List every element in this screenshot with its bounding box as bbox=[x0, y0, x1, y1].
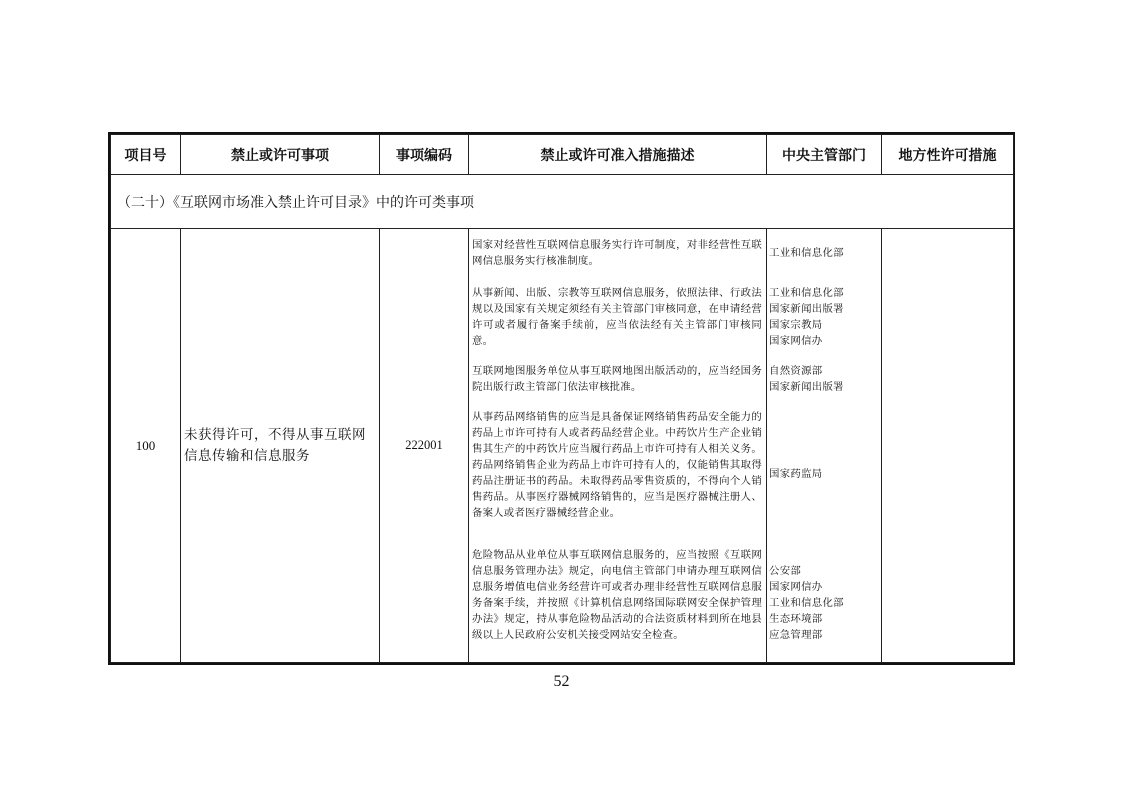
header-item-name: 禁止或许可事项 bbox=[181, 135, 380, 175]
section-row bbox=[111, 175, 1014, 229]
section-title: （二十）《互联网市场准入禁止许可目录》中的许可类事项 bbox=[111, 175, 1014, 229]
department-group bbox=[769, 245, 879, 261]
permit-table bbox=[108, 132, 1015, 665]
table-row bbox=[111, 229, 1014, 663]
department-name: 国家新闻出版署 bbox=[769, 303, 844, 315]
department-name: 工业和信息化部 bbox=[769, 287, 844, 299]
department-group bbox=[769, 563, 879, 643]
department-name: 国家药监局 bbox=[769, 468, 823, 480]
item-number: 100 bbox=[111, 229, 181, 663]
department-name: 公安部 bbox=[769, 565, 802, 577]
measure-description: 从事药品网络销售的应当是具备保证网络销售药品安全能力的药品上市许可持有人或者药品经营企业。中药饮片生产企业销售其生产的中药饮片应当履行药品上市许可持有人相关义务。药品网络销售企业为药品上市许可持有人的，仅能销售其取得药品注册证书的药品。未取得药品零售资质的，不得向个人销售药品。从事医疗器械网络销售的，应当是医疗器械注册人、备案人或者医疗器械经营企业。 bbox=[472, 411, 762, 519]
header-item-number: 项目号 bbox=[111, 135, 181, 175]
department-name: 工业和信息化部 bbox=[769, 597, 844, 609]
header-measure-description: 禁止或许可准入措施描述 bbox=[469, 135, 767, 175]
header-local-measures: 地方性许可措施 bbox=[882, 135, 1014, 175]
page-number: 52 bbox=[553, 673, 570, 690]
measure-description: 从事新闻、出版、宗教等互联网信息服务，依照法律、行政法规以及国家有关规定须经有关主管部门审核同意，在申请经营许可或者履行备案手续前，应当依法经有关主管部门审核同意。 bbox=[472, 287, 762, 347]
header-item-code: 事项编码 bbox=[380, 135, 469, 175]
local-measures-cell bbox=[882, 229, 1014, 663]
department-name: 国家网信办 bbox=[769, 581, 823, 593]
department-name: 国家宗教局 bbox=[769, 319, 823, 331]
department-name: 生态环境部 bbox=[769, 613, 823, 625]
measure-description: 危险物品从业单位从事互联网信息服务的，应当按照《互联网信息服务管理办法》规定，向电信主管部门申请办理互联网信息服务增值电信业务经营许可或者办理非经营性互联网信息服务备案手续，并按照《计算机信息网络国际联网安全保护管理办法》规定，持从事危险物品活动的合法资质材料到所在地县级以上人民政府公安机关接受网站安全检查。 bbox=[472, 549, 762, 641]
department-name: 国家新闻出版署 bbox=[769, 381, 844, 393]
department-name: 应急管理部 bbox=[769, 629, 823, 641]
department-group bbox=[769, 285, 879, 349]
department-group bbox=[769, 363, 879, 395]
department-group bbox=[769, 466, 879, 482]
department-name: 工业和信息化部 bbox=[769, 247, 844, 259]
department-name: 自然资源部 bbox=[769, 365, 823, 377]
header-central-department: 中央主管部门 bbox=[767, 135, 882, 175]
measure-description: 国家对经营性互联网信息服务实行许可制度，对非经营性互联网信息服务实行核准制度。 bbox=[472, 239, 762, 267]
item-name: 未获得许可，不得从事互联网信息传输和信息服务 bbox=[181, 229, 380, 663]
measure-description-cell bbox=[469, 229, 767, 663]
item-code: 222001 bbox=[380, 229, 469, 663]
central-department-cell bbox=[767, 229, 882, 663]
table-header-row bbox=[111, 135, 1014, 175]
measure-description: 互联网地图服务单位从事互联网地图出版活动的，应当经国务院出版行政主管部门依法审核批准。 bbox=[472, 365, 762, 393]
department-name: 国家网信办 bbox=[769, 335, 823, 347]
